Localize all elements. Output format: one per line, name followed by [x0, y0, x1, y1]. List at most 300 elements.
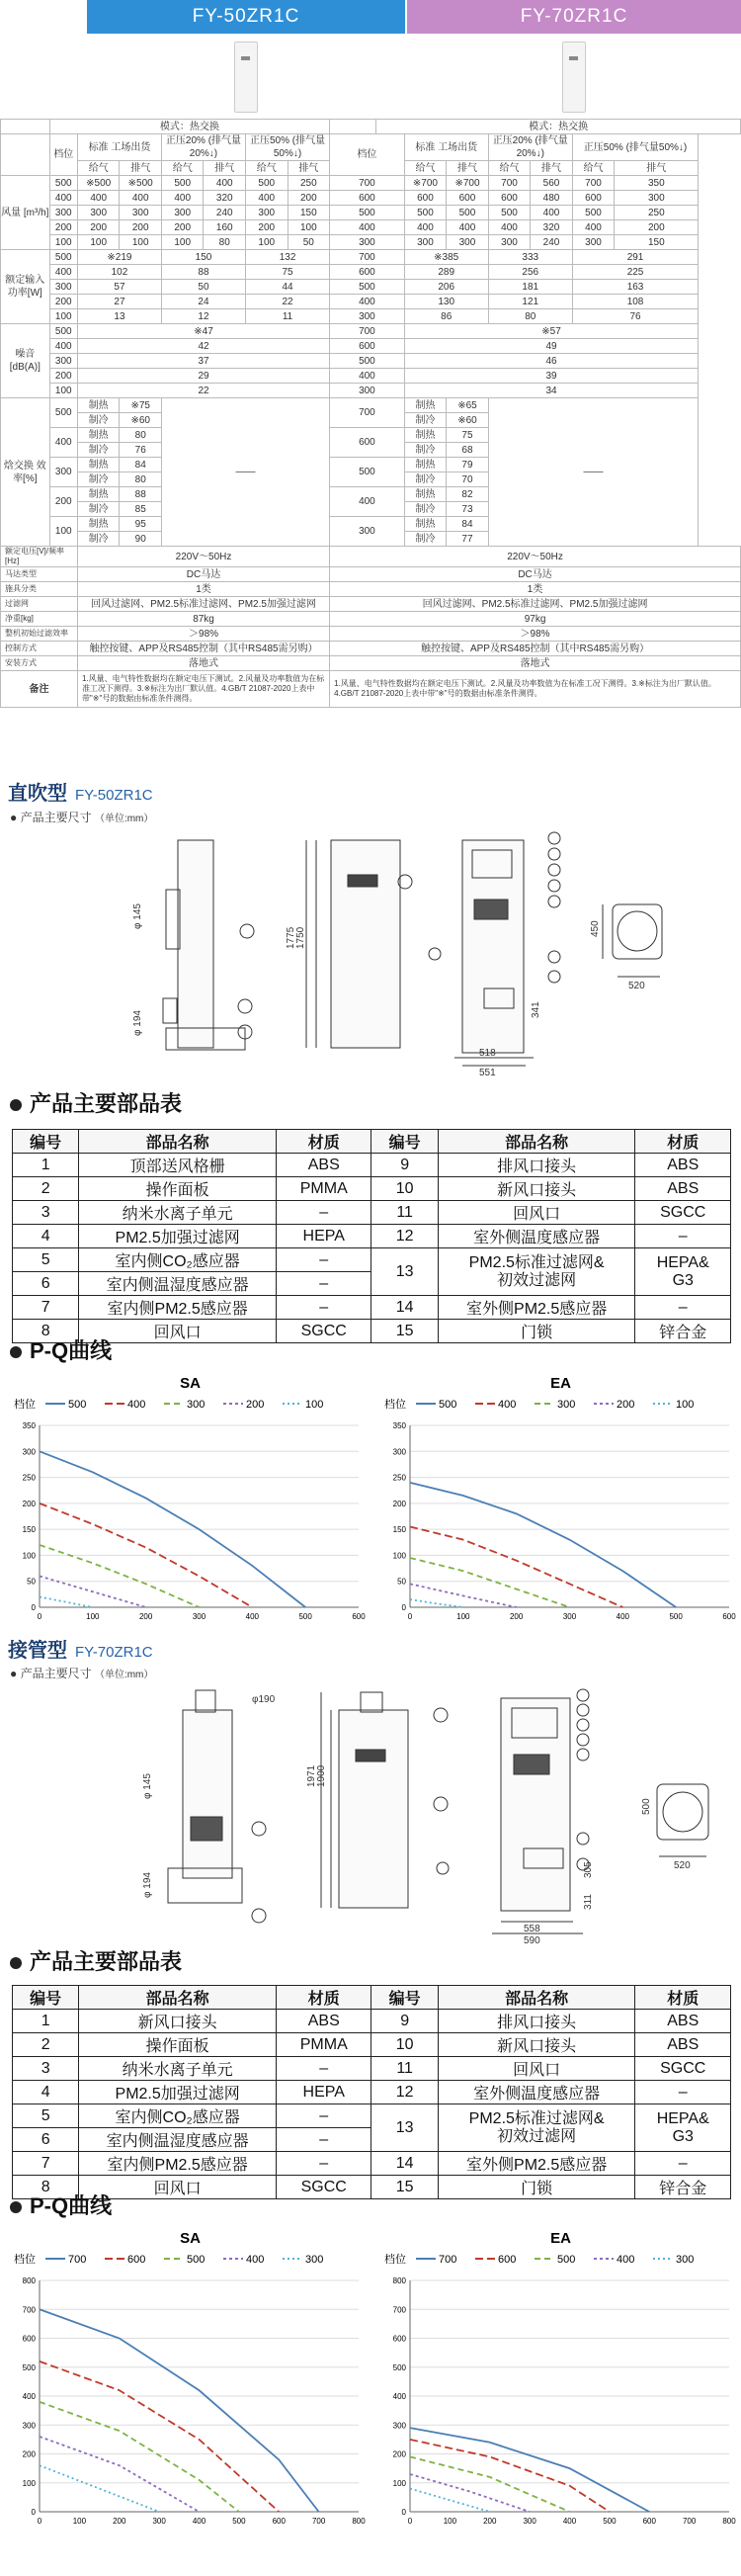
x-tick-label: 600 [642, 2517, 656, 2526]
parts-header-cell: 编号 [371, 1986, 438, 2010]
spec-cell: 220V～50Hz [77, 547, 329, 567]
legend-label: 档位 [384, 1399, 406, 1411]
spec-cell: 400 [330, 295, 405, 309]
spec-cell: 11 [246, 309, 330, 324]
spec-cell: 排气 [288, 161, 330, 176]
chart-title: SA [180, 2230, 201, 2247]
series-line-300 [410, 1558, 570, 1607]
x-tick-label: 400 [562, 2517, 577, 2526]
y-tick-label: 100 [392, 2478, 406, 2488]
legend-entry: 600 [498, 2254, 517, 2266]
parts-cell: 室内侧温湿度感应器 [79, 2128, 277, 2152]
spec-cell [330, 120, 376, 134]
y-tick-label: 600 [22, 2334, 36, 2344]
parts-cell: 排风口接头 [438, 2010, 635, 2033]
parts-header-cell: 编号 [13, 1130, 79, 1154]
y-tick-label: 500 [22, 2362, 36, 2372]
parts-cell: 室外侧PM2.5感应器 [438, 1296, 635, 1320]
spec-cell: 500 [330, 206, 405, 220]
spec-cell: 500 [49, 324, 77, 339]
x-tick-label: 0 [407, 2517, 413, 2526]
x-tick-label: 200 [113, 2517, 126, 2526]
spec-row [1, 235, 741, 250]
y-tick-label: 600 [392, 2334, 406, 2344]
parts-cell: 操作面板 [79, 1177, 277, 1201]
spec-cell: 模式：热交换 [376, 120, 741, 134]
spec-cell: ※500 [120, 176, 162, 191]
spec-cell: 400 [330, 487, 405, 517]
spec-cell: 落地式 [77, 656, 329, 671]
spec-cell: 121 [488, 295, 572, 309]
series-line-400 [410, 1527, 622, 1607]
parts-cell: 室内侧温湿度感应器 [79, 1272, 277, 1296]
spec-cell: 600 [447, 191, 489, 206]
spec-cell: 300 [488, 235, 531, 250]
spec-cell: 200 [161, 220, 204, 235]
spec-cell: 181 [488, 280, 572, 295]
chart-title: SA [180, 1375, 201, 1392]
y-tick-label: 400 [22, 2392, 36, 2401]
spec-cell: 100 [246, 235, 288, 250]
series-line-700 [410, 2428, 649, 2512]
spec-cell: 84 [120, 458, 162, 472]
spec-cell: 100 [49, 309, 77, 324]
legend-entry: 200 [617, 1399, 635, 1411]
spec-cell: 400 [204, 176, 246, 191]
parts-header-cell: 部品名称 [79, 1130, 277, 1154]
y-tick-label: 50 [27, 1577, 36, 1587]
legend-entry: 300 [676, 2254, 695, 2266]
svg-text:1900: 1900 [316, 1764, 327, 1787]
parts-header-cell: 材质 [635, 1130, 731, 1154]
spec-cell: 100 [161, 235, 204, 250]
spec-cell: 50 [161, 280, 245, 295]
spec-cell: 额定电压[V]/频率[Hz] [1, 547, 78, 567]
spec-cell: 300 [404, 235, 447, 250]
svg-text:305: 305 [583, 1861, 594, 1878]
spec-cell: 施具分类 [1, 582, 78, 597]
series-line-100 [410, 1599, 463, 1607]
parts-cell: 顶部送风格栅 [79, 1154, 277, 1177]
spec-cell: 安装方式 [1, 656, 78, 671]
spec-cell: 300 [120, 206, 162, 220]
spec-cell: —— [488, 398, 699, 547]
spec-cell: 400 [488, 220, 531, 235]
parts-cell: 纳米水离子单元 [79, 2057, 277, 2081]
spec-cell: 200 [615, 220, 699, 235]
spec-cell: 700 [330, 324, 405, 339]
parts-cell: 1 [13, 2010, 79, 2033]
x-tick-label: 500 [298, 1612, 312, 1621]
spec-cell: 落地式 [330, 656, 741, 671]
spec-cell: 24 [161, 295, 245, 309]
x-tick-label: 200 [483, 2517, 497, 2526]
spec-cell: 600 [330, 339, 405, 354]
spec-cell: 150 [615, 235, 699, 250]
spec-row [1, 547, 741, 567]
spec-cell: 400 [49, 191, 77, 206]
dim-caption-2: ● 产品主要尺寸 （单位:mm） [10, 1667, 154, 1680]
parts-cell: ABS [635, 1177, 731, 1201]
spec-cell: 净重[kg] [1, 612, 78, 627]
y-tick-label: 200 [22, 1499, 36, 1508]
spec-cell: 制热 [77, 428, 120, 443]
x-tick-label: 300 [562, 1612, 577, 1621]
x-tick-label: 300 [152, 2517, 166, 2526]
spec-cell: 240 [204, 206, 246, 220]
spec-cell: 触控按键、APP及RS485控制（其中RS485需另购） [330, 642, 741, 656]
spec-row [1, 120, 741, 134]
spec-row [1, 369, 741, 384]
spec-cell: 档位 [330, 134, 405, 176]
spec-cell: 29 [77, 369, 329, 384]
parts-cell: 室内侧PM2.5感应器 [79, 2152, 277, 2176]
x-tick-label: 800 [352, 2517, 366, 2526]
y-tick-label: 300 [22, 1447, 36, 1457]
x-tick-label: 500 [232, 2517, 246, 2526]
series-line-200 [40, 1576, 146, 1607]
parts-row [13, 1154, 731, 1177]
legend-entry: 700 [439, 2254, 457, 2266]
spec-cell: 13 [77, 309, 161, 324]
spec-cell: 给气 [77, 161, 120, 176]
parts-cell: – [277, 2057, 371, 2081]
parts-cell: 7 [13, 2152, 79, 2176]
spec-cell: 600 [404, 191, 447, 206]
y-tick-label: 250 [22, 1473, 36, 1483]
spec-cell: 600 [330, 191, 405, 206]
spec-cell: ※219 [77, 250, 161, 265]
x-tick-label: 400 [616, 1612, 630, 1621]
parts-row [13, 2152, 731, 2176]
spec-cell: 50 [288, 235, 330, 250]
y-tick-label: 700 [392, 2305, 406, 2315]
spec-cell: 225 [572, 265, 699, 280]
spec-cell: 400 [49, 265, 77, 280]
parts-cell: 门锁 [438, 1320, 635, 1343]
y-tick-label: 150 [22, 1525, 36, 1535]
spec-cell: 600 [572, 191, 615, 206]
spec-cell: 制冷 [77, 413, 120, 428]
x-tick-label: 800 [722, 2517, 736, 2526]
legend-entry: 400 [498, 1399, 517, 1411]
spec-cell: 84 [447, 517, 489, 532]
y-tick-label: 350 [22, 1421, 36, 1430]
parts-row [13, 2010, 731, 2033]
spec-cell [1, 120, 50, 134]
parts-cell: – [277, 2104, 371, 2128]
spec-cell: 70 [447, 472, 489, 487]
parts-cell: 2 [13, 2033, 79, 2057]
parts-cell: – [277, 1201, 371, 1225]
parts-cell: 锌合金 [635, 2176, 731, 2199]
y-tick-label: 200 [392, 2449, 406, 2459]
dimension-drawing-2 [0, 1680, 741, 1946]
parts-cell: 14 [371, 1296, 438, 1320]
spec-cell: 400 [120, 191, 162, 206]
spec-cell: 标准 工场出货 [404, 134, 488, 161]
parts-cell: 新风口接头 [79, 2010, 277, 2033]
parts-cell: PM2.5加强过滤网 [79, 1225, 277, 1248]
spec-cell: 200 [246, 220, 288, 235]
spec-cell: 68 [447, 443, 489, 458]
parts-cell: 新风口接头 [438, 2033, 635, 2057]
spec-cell: 标准 工场出货 [77, 134, 161, 161]
parts-cell: 5 [13, 2104, 79, 2128]
pq-chart-ea-2 [380, 2229, 741, 2535]
y-tick-label: 200 [22, 2449, 36, 2459]
spec-cell: 85 [120, 502, 162, 517]
parts-cell: – [277, 1248, 371, 1272]
parts-cell: PM2.5加强过滤网 [79, 2081, 277, 2104]
parts-cell: 5 [13, 1248, 79, 1272]
spec-cell: 97kg [330, 612, 741, 627]
y-tick-label: 100 [22, 2478, 36, 2488]
parts-header-cell: 部品名称 [438, 1986, 635, 2010]
x-tick-label: 400 [192, 2517, 206, 2526]
parts-cell: 9 [371, 1154, 438, 1177]
dim-caption-1: ● 产品主要尺寸 （单位:mm） [10, 811, 154, 824]
spec-cell: 220V～50Hz [330, 547, 741, 567]
spec-cell: 102 [77, 265, 161, 280]
spec-cell: 87kg [77, 612, 329, 627]
series-line-200 [410, 1584, 517, 1607]
svg-text:558: 558 [524, 1924, 540, 1934]
parts-cell: 2 [13, 1177, 79, 1201]
series-line-500 [410, 1483, 676, 1607]
spec-row [1, 295, 741, 309]
parts-cell: 9 [371, 2010, 438, 2033]
parts-cell: 纳米水离子单元 [79, 1201, 277, 1225]
spec-cell: 100 [120, 235, 162, 250]
parts-cell: – [635, 1225, 731, 1248]
spec-cell: 22 [77, 384, 329, 398]
spec-cell: 77 [447, 532, 489, 547]
spec-cell: ※60 [447, 413, 489, 428]
parts-row [13, 2033, 731, 2057]
parts-cell: SGCC [635, 2057, 731, 2081]
spec-cell: 90 [120, 532, 162, 547]
x-tick-label: 100 [72, 2517, 87, 2526]
spec-cell: 500 [330, 280, 405, 295]
spec-cell: 制冷 [77, 443, 120, 458]
section-title-duct: 接管型 FY-70ZR1C [8, 1640, 153, 1662]
spec-row [1, 250, 741, 265]
y-tick-label: 100 [392, 1551, 406, 1561]
parts-cell: PMMA [277, 2033, 371, 2057]
spec-cell: 320 [204, 191, 246, 206]
spec-row [1, 567, 741, 582]
parts-cell: HEPA [277, 1225, 371, 1248]
spec-cell: 300 [330, 517, 405, 547]
spec-cell: 排气 [120, 161, 162, 176]
spec-cell: 300 [330, 309, 405, 324]
spec-cell: 76 [120, 443, 162, 458]
spec-cell: 400 [404, 220, 447, 235]
spec-cell: 400 [77, 191, 120, 206]
parts-row [13, 1296, 731, 1320]
parts-cell: 3 [13, 1201, 79, 1225]
spec-row [1, 384, 741, 398]
spec-cell: 37 [77, 354, 329, 369]
spec-cell: 27 [77, 295, 161, 309]
parts-cell: 回风口 [438, 2057, 635, 2081]
legend-label: 档位 [384, 2254, 406, 2266]
series-line-500 [40, 2402, 239, 2512]
parts-row [13, 1225, 731, 1248]
spec-cell: 73 [447, 502, 489, 517]
spec-cell: 300 [49, 354, 77, 369]
spec-cell: 560 [531, 176, 573, 191]
svg-text:520: 520 [628, 981, 645, 991]
spec-cell: 400 [49, 428, 77, 458]
parts-cell: 室内侧CO₂感应器 [79, 2104, 277, 2128]
dimension-drawing-1 [0, 820, 741, 1078]
parts-cell: – [635, 2152, 731, 2176]
svg-text:φ 194: φ 194 [142, 1872, 153, 1898]
spec-cell: ※500 [77, 176, 120, 191]
x-tick-label: 600 [722, 1612, 736, 1621]
parts-cell: 8 [13, 2176, 79, 2199]
x-tick-label: 700 [682, 2517, 697, 2526]
parts-row [13, 2104, 731, 2128]
spec-cell: 排气 [204, 161, 246, 176]
parts-header-row [13, 1130, 731, 1154]
parts-header-cell: 材质 [635, 1986, 731, 2010]
spec-cell: 700 [330, 176, 405, 191]
spec-cell: 300 [49, 458, 77, 487]
spec-cell: 100 [288, 220, 330, 235]
spec-cell: 制热 [404, 517, 447, 532]
x-tick-label: 100 [443, 2517, 457, 2526]
parts-table-1 [12, 1129, 731, 1343]
spec-row [1, 642, 741, 656]
series-line-600 [410, 2440, 610, 2512]
spec-cell: 制冷 [404, 413, 447, 428]
svg-text:φ 145: φ 145 [132, 903, 143, 929]
spec-cell: 500 [404, 206, 447, 220]
spec-cell: 57 [77, 280, 161, 295]
spec-cell: ※57 [404, 324, 699, 339]
legend-entry: 400 [127, 1399, 146, 1411]
spec-cell: ※60 [120, 413, 162, 428]
parts-cell: – [277, 2152, 371, 2176]
spec-cell: 400 [246, 191, 288, 206]
spec-row [1, 220, 741, 235]
spec-cell: 480 [531, 191, 573, 206]
svg-text:1750: 1750 [295, 926, 306, 949]
parts-cell: PMMA [277, 1177, 371, 1201]
y-tick-label: 800 [22, 2276, 36, 2285]
parts-cell: – [635, 2081, 731, 2104]
spec-cell: 500 [246, 176, 288, 191]
spec-row [1, 176, 741, 191]
spec-cell: 制热 [77, 487, 120, 502]
parts-cell: HEPA& G3 [635, 1248, 731, 1296]
model-header-right: FY-70ZR1C [407, 0, 741, 34]
parts-cell: 室内侧CO₂感应器 [79, 1248, 277, 1272]
spec-cell: 制冷 [77, 502, 120, 517]
parts-cell: ABS [277, 2010, 371, 2033]
spec-cell: 给气 [246, 161, 288, 176]
parts-cell: 室内侧PM2.5感应器 [79, 1296, 277, 1320]
svg-text:500: 500 [641, 1798, 652, 1815]
parts-cell: 6 [13, 2128, 79, 2152]
spec-cell: 制冷 [404, 502, 447, 517]
spec-cell: 制热 [404, 458, 447, 472]
legend-entry: 300 [187, 1399, 206, 1411]
spec-cell: 300 [49, 206, 77, 220]
parts-cell: – [277, 2128, 371, 2152]
spec-cell: 400 [49, 339, 77, 354]
spec-cell: 500 [49, 176, 77, 191]
spec-cell: 排气 [531, 161, 573, 176]
svg-text:590: 590 [524, 1935, 540, 1946]
x-tick-label: 200 [509, 1612, 524, 1621]
parts-cell: 15 [371, 1320, 438, 1343]
parts-cell: 排风口接头 [438, 1154, 635, 1177]
parts-header-cell: 部品名称 [79, 1986, 277, 2010]
legend-entry: 300 [557, 1399, 576, 1411]
spec-cell: 300 [615, 191, 699, 206]
parts-cell: 3 [13, 2057, 79, 2081]
svg-text:1971: 1971 [306, 1764, 317, 1787]
spec-cell: 291 [572, 250, 699, 265]
parts-row [13, 2081, 731, 2104]
parts-cell: 操作面板 [79, 2033, 277, 2057]
spec-cell: 75 [246, 265, 330, 280]
x-tick-label: 600 [272, 2517, 286, 2526]
parts-row [13, 1177, 731, 1201]
spec-cell: 400 [447, 220, 489, 235]
spec-cell: 正压20% (排气量20%↓) [488, 134, 572, 161]
spec-row [1, 206, 741, 220]
spec-cell: 289 [404, 265, 488, 280]
parts-cell: PM2.5标准过滤网& 初效过滤网 [438, 1248, 635, 1296]
parts-cell: 10 [371, 1177, 438, 1201]
spec-cell: ※700 [447, 176, 489, 191]
spec-cell: 600 [488, 191, 531, 206]
y-tick-label: 500 [392, 2362, 406, 2372]
spec-cell: 制冷 [404, 443, 447, 458]
pq-chart-sa-2 [10, 2229, 370, 2535]
spec-cell: 制热 [404, 428, 447, 443]
spec-cell: 400 [161, 191, 204, 206]
x-tick-label: 200 [138, 1612, 153, 1621]
spec-cell: 制冷 [77, 472, 120, 487]
pq-chart-sa-1 [10, 1374, 370, 1631]
spec-cell: 制冷 [77, 532, 120, 547]
spec-cell: 回风过滤网、PM2.5标准过滤网、PM2.5加强过滤网 [330, 597, 741, 612]
spec-cell: 200 [120, 220, 162, 235]
spec-row [1, 354, 741, 369]
series-line-300 [410, 2489, 490, 2512]
legend-label: 档位 [14, 2254, 36, 2266]
legend-entry: 500 [439, 1399, 457, 1411]
spec-cell: 86 [404, 309, 488, 324]
spec-cell: 200 [49, 487, 77, 517]
spec-cell: 700 [330, 250, 405, 265]
spec-cell: 80 [488, 309, 572, 324]
spec-cell: 34 [404, 384, 699, 398]
parts-cell: 室外侧温度感应器 [438, 1225, 635, 1248]
spec-cell: 制热 [404, 398, 447, 413]
spec-cell: 46 [404, 354, 699, 369]
series-line-300 [40, 2465, 159, 2512]
spec-cell: ※385 [404, 250, 488, 265]
parts-cell: 13 [371, 1248, 438, 1296]
parts-header-cell: 编号 [13, 1986, 79, 2010]
